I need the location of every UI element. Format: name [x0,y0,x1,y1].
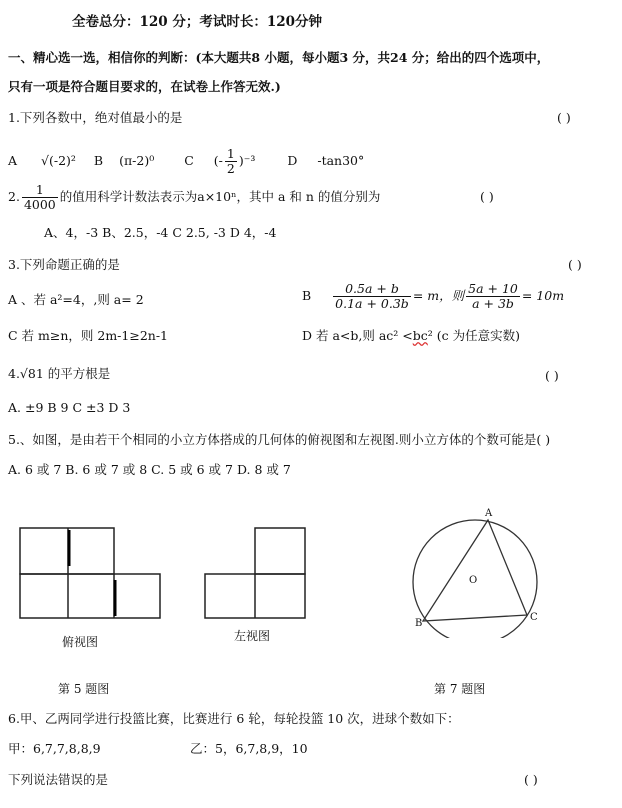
q2-options: A、4，-3 B、2.5，-4 C 2.5, -3 D 4，-4 [44,225,277,240]
q3-b-fraction2 [466,282,520,311]
q4-answer-paren: ( ) [545,368,559,383]
q1-option-a-label: A [8,153,18,168]
q1-option-b-expr: (π-2)⁰ [119,153,155,168]
q3-option-b-label: B [302,288,312,303]
q4-stem: 4.√81 的平方根是 [8,366,111,381]
q3-d-post: ² (c 为任意实数) [427,328,520,343]
q6-stem: 6.甲、乙两同学进行投篮比赛，比赛进行 6 轮，每轮投篮 10 次，进球个数如下： [8,711,460,726]
q1-option-a-expr: √(-2)² [41,153,76,168]
figure7-caption: 第 7 题图 [434,682,486,696]
section-title-line2: 只有一项是符合题目要求的，在试卷上作答无效.) [8,79,281,94]
top-view-label: 俯视图 [62,635,99,649]
circle-triangle-figure [405,508,565,638]
q3-b-den1: 0.1a + 0.3b [335,296,409,311]
q3-d-pre: D 若 a<b,则 ac² < [302,328,413,343]
point-c-label: C [530,612,538,623]
q3-option-c: C 若 m≥n，则 2m-1≥2n-1 [8,328,168,343]
q5-options: A. 6 或 7 B. 6 或 7 或 8 C. 5 或 6 或 7 D. 8 或 7 [8,462,291,477]
q1-option-d-expr: -tan30° [317,153,365,168]
top-view-figure [18,526,162,620]
exam-total-info: 全卷总分：120 分；考试时长：120分钟 [72,14,323,30]
q2-numerator: 1 [22,183,58,198]
section-title-line1: 一、精心选一选，相信你的判断：(本大题共8 小题，每小题3 分，共24 分；给出的四个选项中， [8,50,550,65]
q2-denominator: 4000 [23,197,56,212]
q6-question: 下列说法错误的是 [8,772,109,787]
q1-stem: 1.下列各数中，绝对值最小的是 [8,110,183,125]
q3-b-fraction1 [333,282,411,311]
figure5-caption: 第 5 题图 [58,682,110,696]
q2-prefix: 2. [8,189,20,204]
q3-stem: 3.下列命题正确的是 [8,257,120,272]
point-a-label: A [485,508,493,519]
q3-b-end: = 10m [521,288,565,303]
q3-option-b [302,282,564,311]
q4-options: A. ±9 B 9 C ±3 D 3 [8,400,131,415]
q3-b-num2: 5a + 10 [468,281,518,296]
q1-c-denominator: 2 [226,161,235,176]
q6-jia-data: 甲：6,7,7,8,8,9 [8,741,101,756]
q3-b-den2: a + 3b [472,296,514,311]
q3-b-num1: 0.5a + b [333,282,411,297]
left-view-label: 左视图 [234,629,271,643]
q3-answer-paren: ( ) [568,257,582,272]
center-o-label: O [469,575,478,586]
q1-answer-paren: ( ) [557,110,571,125]
q1-c-numerator: 1 [226,146,235,161]
point-b-label: B [415,618,423,629]
q1-option-b-label: B [93,153,104,168]
q1-option-c-expr-pre: (- [213,153,223,168]
q3-option-a: A 、若 a²=4，,则 a= 2 [8,292,144,307]
q3-option-d [302,328,520,344]
q5-stem: 5.、如图，是由若干个相同的小立方体搭成的几何体的俯视图和左视图.则小立方体的个数可能是( ) [8,432,551,447]
left-view-figure [203,526,309,620]
q2-stem-line [8,183,380,212]
q1-option-c-expr-post: )⁻³ [238,153,256,168]
q2-answer-paren: ( ) [480,189,494,204]
q1-option-d-label: D [287,153,298,168]
q3-d-wavy: bc [412,328,428,343]
q1-option-c-label: C [184,153,194,168]
q2-stem: 的值用科学计数法表示为a×10ⁿ，其中 a 和 n 的值分别为 [59,189,381,204]
q1-option-c-fraction [225,147,237,176]
q3-b-mid: = m，则 [412,288,465,303]
q6-answer-paren: ( ) [524,772,538,787]
q2-fraction [22,183,58,212]
q1-options [8,147,364,176]
q6-yi-data: 乙：5，6,7,8,9，10 [190,741,308,756]
